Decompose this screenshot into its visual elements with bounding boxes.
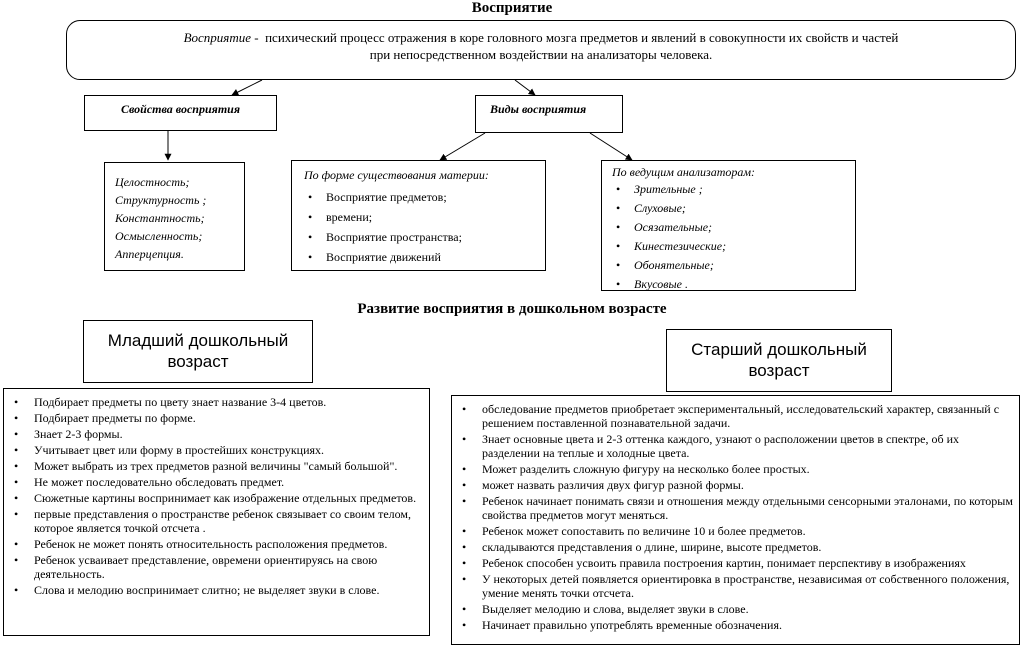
by-analyzers-heading: По ведущим анализаторам: <box>612 165 756 179</box>
bullet-icon: • <box>308 250 313 264</box>
list-item <box>452 602 1013 616</box>
types-title-box <box>475 95 623 133</box>
list-item <box>612 256 855 275</box>
list-item: Структурность ; <box>115 193 207 207</box>
by-form-heading: По форме существования материи: <box>304 168 489 182</box>
bullet-icon: • <box>462 556 467 570</box>
list-item: Целостность; <box>115 175 190 189</box>
properties-list-box <box>104 162 245 271</box>
list-item-text: Восприятие пространства; <box>326 230 462 244</box>
list-item <box>452 556 1013 570</box>
list-item-text: обследование предметов приобретает экспериментальный, исследовательский характер, связанный с решением поставленной познавательной задачи. <box>482 402 1000 430</box>
list-item <box>4 475 423 489</box>
list-item-text: Знает основные цвета и 2-3 оттенка каждого, узнают о расположении цветов в спектре, об их разделении на теплые и холодные цвета. <box>482 432 959 460</box>
list-item-text: Ребенок усваивает представление, овремени ориентируясь на свою деятельность. <box>34 553 378 581</box>
junior-title-box <box>83 320 313 383</box>
list-item <box>304 187 545 207</box>
junior-list-box <box>3 388 430 636</box>
by-form-box <box>291 160 546 271</box>
list-item <box>612 199 855 218</box>
bullet-icon: • <box>462 462 467 476</box>
junior-title-line-1: Младший дошкольный <box>107 331 289 350</box>
bullet-icon: • <box>14 553 19 567</box>
list-item <box>452 540 1013 554</box>
list-item-text: Знает 2-3 формы. <box>34 427 123 441</box>
list-item-text: Не может последовательно обследовать предмет. <box>34 475 285 489</box>
list-item: Константность; <box>115 211 205 225</box>
page-title: Восприятие <box>471 0 553 16</box>
senior-list <box>452 402 1013 632</box>
list-item-text: Вкусовые . <box>634 277 688 291</box>
list-item-text: может назвать различия двух фигур разной формы. <box>482 478 744 492</box>
list-item <box>612 275 855 294</box>
list-item <box>4 507 423 535</box>
bullet-icon: • <box>14 475 19 489</box>
bullet-icon: • <box>14 395 19 409</box>
bullet-icon: • <box>14 411 19 425</box>
list-item <box>4 583 423 597</box>
bullet-icon: • <box>462 572 467 586</box>
bullet-icon: • <box>616 239 621 253</box>
properties-title-box <box>84 95 277 131</box>
list-item <box>4 553 423 581</box>
list-item-text: Учитывает цвет или форму в простейших конструкциях. <box>34 443 325 457</box>
list-item <box>4 537 423 551</box>
bullet-icon: • <box>14 459 19 473</box>
list-item-text: У некоторых детей появляется ориентировка в пространстве, независимая от собственного положения, умение менять точки отсчета. <box>482 572 1010 600</box>
list-item-text: Сюжетные картины воспринимает как изображение отдельных предметов. <box>34 491 417 505</box>
bullet-icon: • <box>462 494 467 508</box>
arrow-to-types <box>515 80 535 95</box>
list-item-text: первые представления о пространстве ребенок связывает со своим телом, которое является точкой отсчета . <box>34 507 411 535</box>
list-item <box>452 524 1013 538</box>
junior-title-line-2: возраст <box>167 352 229 371</box>
senior-title-box <box>666 329 892 392</box>
by-analyzers-list <box>612 180 855 294</box>
types-title: Виды восприятия <box>490 102 587 116</box>
list-item <box>304 227 545 247</box>
list-item-text: Ребенок способен усвоить правила построения картин, понимает перспективу в изображениях <box>482 556 966 570</box>
list-item-text: Ребенок начинает понимать связи и отношения между отдельными сенсорными эталонами, по которым свойства предметов могут меняться. <box>482 494 1013 522</box>
arrow-to-properties <box>232 80 262 95</box>
list-item-text: Может разделить сложную фигуру на несколько более простых. <box>482 462 810 476</box>
bullet-icon: • <box>308 230 313 244</box>
list-item <box>304 207 545 227</box>
list-item-text: складываются представления о длине, ширине, высоте предметов. <box>482 540 822 554</box>
properties-list <box>115 173 244 263</box>
list-item-text: Подбирает предметы по цвету знает название 3-4 цветов. <box>34 395 327 409</box>
bullet-icon: • <box>616 258 621 272</box>
list-item <box>612 218 855 237</box>
list-item <box>4 459 423 473</box>
bullet-icon: • <box>462 602 467 616</box>
list-item-text: Осязательные; <box>634 220 713 234</box>
list-item <box>4 443 423 457</box>
by-analyzers-box <box>601 160 856 291</box>
list-item-text: Обонятельные; <box>634 258 714 272</box>
list-item-text: Начинает правильно употреблять временные обозначения. <box>482 618 782 632</box>
list-item-text: Слуховые; <box>634 201 686 215</box>
senior-title-line-2: возраст <box>748 361 810 380</box>
bullet-icon: • <box>616 277 621 291</box>
definition-box <box>66 20 1016 80</box>
arrow-to-by-analyzers <box>590 133 632 160</box>
bullet-icon: • <box>462 402 467 416</box>
list-item-text: Восприятие предметов; <box>326 190 447 204</box>
bullet-icon: • <box>616 201 621 215</box>
list-item-text: Кинестезические; <box>634 239 727 253</box>
list-item <box>452 478 1013 492</box>
list-item-text: Слова и мелодию воспринимает слитно; не выделяет звуки в слове. <box>34 583 380 597</box>
definition-line-2: при непосредственном воздействии на анализаторы человека. <box>369 47 713 62</box>
list-item <box>452 572 1013 600</box>
bullet-icon: • <box>462 432 467 446</box>
list-item: Апперцепция. <box>115 247 184 261</box>
bullet-icon: • <box>14 491 19 505</box>
list-item <box>452 462 1013 476</box>
arrow-to-by-form <box>440 133 485 160</box>
list-item <box>452 494 1013 522</box>
junior-list <box>4 395 423 597</box>
bullet-icon: • <box>14 443 19 457</box>
list-item-text: Выделяет мелодию и слова, выделяет звуки в слове. <box>482 602 749 616</box>
bullet-icon: • <box>462 478 467 492</box>
list-item <box>4 491 423 505</box>
bullet-icon: • <box>14 427 19 441</box>
list-item-text: времени; <box>326 210 373 224</box>
bullet-icon: • <box>616 220 621 234</box>
list-item <box>452 402 1013 430</box>
senior-list-box <box>451 395 1020 645</box>
list-item-text: Восприятие движений <box>326 250 441 264</box>
by-form-list <box>304 187 545 267</box>
properties-title: Свойства восприятия <box>120 102 241 116</box>
bullet-icon: • <box>462 540 467 554</box>
list-item <box>452 618 1013 632</box>
list-item <box>452 432 1013 460</box>
list-item <box>4 411 423 425</box>
definition-text: психический процесс отражения в коре головного мозга предметов и явлений в совокупности их свойств и частей <box>265 30 899 45</box>
development-title: Развитие восприятия в дошкольном возрасте <box>357 301 667 317</box>
bullet-icon: • <box>14 583 19 597</box>
list-item <box>612 237 855 256</box>
list-item <box>304 247 545 267</box>
bullet-icon: • <box>14 537 19 551</box>
bullet-icon: • <box>462 524 467 538</box>
list-item-text: Подбирает предметы по форме. <box>34 411 196 425</box>
list-item-text: Ребенок может сопоставить по величине 10 и более предметов. <box>482 524 806 538</box>
bullet-icon: • <box>308 190 313 204</box>
bullet-icon: • <box>14 507 19 521</box>
list-item <box>4 395 423 409</box>
list-item-text: Ребенок не может понять относительность расположения предметов. <box>34 537 388 551</box>
definition-term: Восприятие - <box>183 30 259 45</box>
definition-line-1 <box>67 29 1015 46</box>
list-item-text: Может выбрать из трех предметов разной величины "самый большой". <box>34 459 398 473</box>
senior-title-line-1: Старший дошкольный <box>691 340 867 359</box>
list-item: Осмысленность; <box>115 229 203 243</box>
list-item <box>4 427 423 441</box>
bullet-icon: • <box>308 210 313 224</box>
list-item-text: Зрительные ; <box>634 182 703 196</box>
bullet-icon: • <box>462 618 467 632</box>
bullet-icon: • <box>616 182 621 196</box>
list-item <box>612 180 855 199</box>
